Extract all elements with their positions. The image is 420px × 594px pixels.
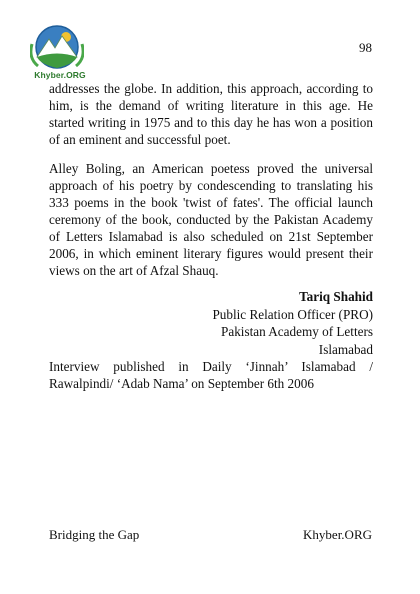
signature-title: Public Relation Officer (PRO) xyxy=(212,306,373,322)
mountain-logo-icon xyxy=(30,24,84,72)
paragraph-1: addresses the globe. In addition, this approach, according to him, is the demand of writing literature in this age. He started writing in 1975 and to this day he has won a position of an eminent and successful poet. xyxy=(49,81,373,147)
page-number: 98 xyxy=(359,40,372,55)
logo-text: Khyber.ORG xyxy=(34,70,86,80)
signature-name: Tariq Shahid xyxy=(299,289,373,304)
footer-book-title: Bridging the Gap xyxy=(49,527,140,542)
signature-organization: Pakistan Academy of Letters xyxy=(221,324,373,339)
khyber-logo xyxy=(30,24,86,80)
footer-site-name: Khyber.ORG xyxy=(303,527,372,542)
interview-note: Interview published in Daily ‘Jinnah’ Islamabad / Rawalpindi/ ‘Adab Nama’ on September 6th 2006 xyxy=(49,359,373,391)
signature-block xyxy=(49,288,373,358)
page-content xyxy=(49,80,373,404)
paragraph-2: Alley Boling, an American poetess proved the universal approach of his poetry by condescending to translating his 333 poems in the book 'twist of fates'. The official launch ceremony of the book, conducted by the Pakistan Academy of Letters Islamabad is also scheduled on 21st September 2006, in which eminent literary figures would present their views on the art of Afzal Shauq. xyxy=(49,161,373,278)
signature-city: Islamabad xyxy=(318,341,373,357)
